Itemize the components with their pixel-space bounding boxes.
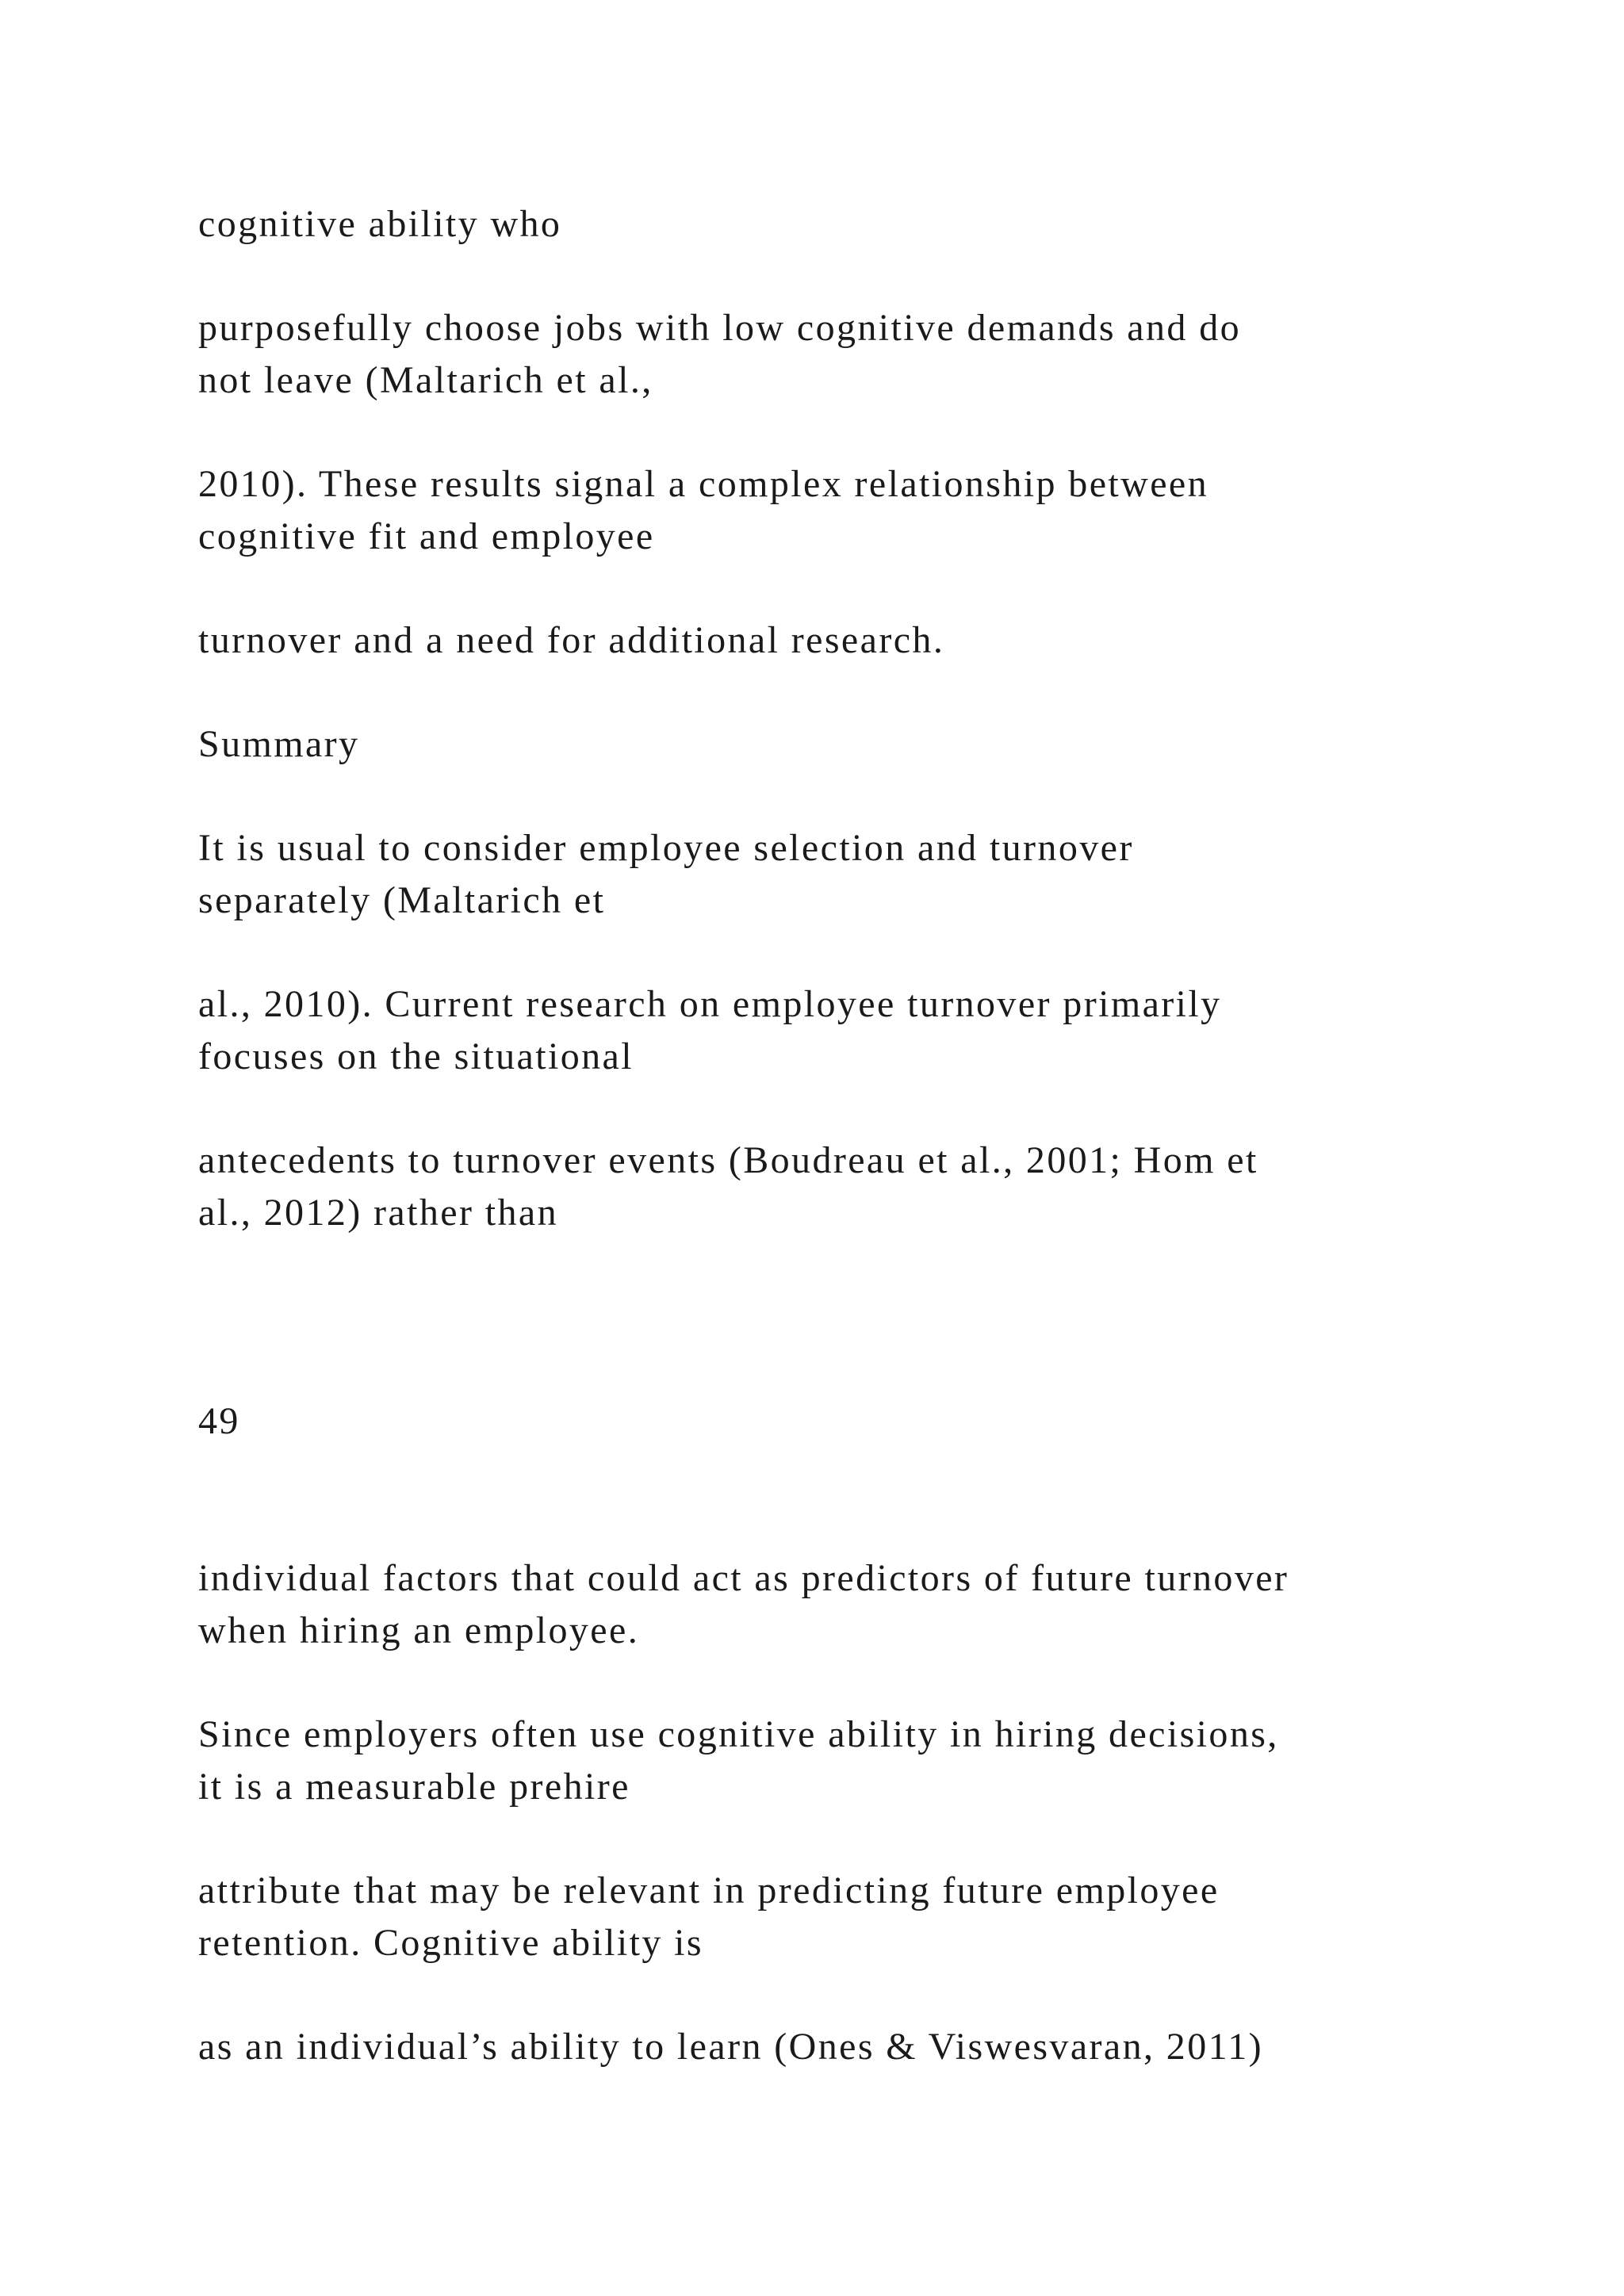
text-line: turnover and a need for additional research. bbox=[198, 619, 945, 661]
text-line: not leave (Maltarich et al., bbox=[198, 359, 653, 401]
text-line: focuses on the situational bbox=[198, 1035, 634, 1077]
text-line: It is usual to consider employee selection and turnover bbox=[198, 827, 1134, 869]
text-line: when hiring an employee. bbox=[198, 1609, 640, 1651]
section-heading: Summary bbox=[198, 723, 360, 765]
text-line: antecedents to turnover events (Boudreau et al., 2001; Hom et bbox=[198, 1139, 1258, 1181]
text-line: it is a measurable prehire bbox=[198, 1766, 630, 1808]
text-line: separately (Maltarich et bbox=[198, 879, 606, 921]
text-line: as an individual’s ability to learn (Ones & Viswesvaran, 2011) bbox=[198, 2026, 1264, 2068]
text-line: cognitive ability who bbox=[198, 203, 562, 245]
text-line: purposefully choose jobs with low cognitive demands and do bbox=[198, 307, 1242, 349]
text-line: 2010). These results signal a complex relationship between bbox=[198, 463, 1209, 505]
text-line: al., 2012) rather than bbox=[198, 1192, 558, 1234]
text-line: individual factors that could act as predictors of future turnover bbox=[198, 1557, 1289, 1599]
text-line: Since employers often use cognitive ability in hiring decisions, bbox=[198, 1713, 1279, 1755]
text-line: cognitive fit and employee bbox=[198, 515, 655, 557]
text-line: al., 2010). Current research on employee turnover primarily bbox=[198, 983, 1222, 1025]
page-number: 49 bbox=[198, 1400, 240, 1442]
text-line: retention. Cognitive ability is bbox=[198, 1922, 703, 1964]
text-line: attribute that may be relevant in predicting future employee bbox=[198, 1869, 1220, 1911]
